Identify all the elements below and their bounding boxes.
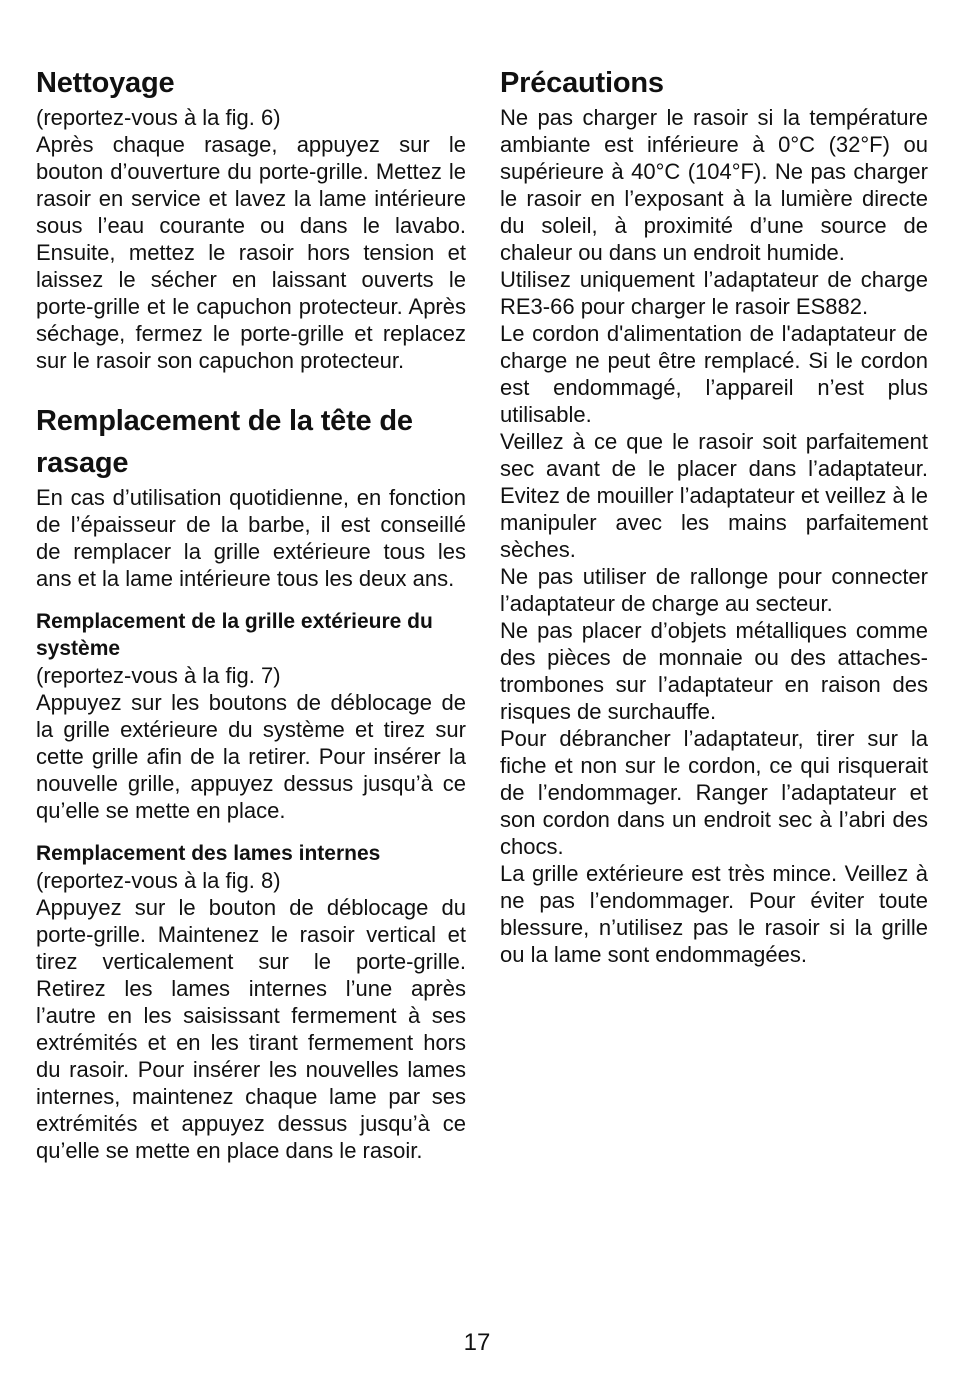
outer-foil-figure-reference: (reportez-vous à la fig. 7) (36, 663, 281, 688)
shaving-head-replacement-section (36, 400, 466, 592)
shaving-head-replacement-heading: Remplacement de la tête de rasage (36, 405, 413, 479)
inner-blades-instructions: Appuyez sur le bouton de déblocage du porte-grille. Maintenez le rasoir vertical et tirez verticalement sur le porte-grille. Retirez les lames internes l’une après l’autre en les saisissant fermement à ses extrémités et en les tirant fermement hors du rasoir. Pour insérer les nouvelles lames internes, maintenez chaque lame par ses extrémités et appuyez dessus jusqu’à ce qu’elle se mette en place dans le rasoir. (36, 895, 466, 1163)
precaution-paragraph: Ne pas charger le rasoir si la température ambiante est inférieure à 0°C (32°F) ou supérieure à 40°C (104°F). Ne pas charger le rasoir en l’exposant à la lumière directe du soleil, à proximité d’une source de chaleur ou dans un endroit humide. (500, 105, 928, 265)
outer-foil-heading: Remplacement de la grille extérieure du système (36, 610, 433, 660)
cleaning-heading: Nettoyage (36, 67, 175, 99)
inner-blades-heading: Remplacement des lames internes (36, 842, 381, 865)
outer-foil-instructions: Appuyez sur les boutons de déblocage de la grille extérieure du système et tirez sur cette grille afin de la retirer. Pour insérer la nouvelle grille, appuyez dessus jusqu’à ce qu’elle se mette en place. (36, 690, 466, 823)
left-column (36, 62, 466, 1164)
cleaning-instructions: Après chaque rasage, appuyez sur le bouton d’ouverture du porte-grille. Mettez le rasoir en service et lavez la lame intérieure sous l’eau courante ou dans le lavabo. Ensuite, mettez le rasoir hors tension et laissez le sécher en laissant ouverts le porte-grille et le capuchon protecteur. Après séchage, fermez le porte-grille et replacez sur le rasoir son capuchon protecteur. (36, 132, 466, 373)
cleaning-figure-reference: (reportez-vous à la fig. 6) (36, 105, 281, 130)
precaution-paragraph: Veillez à ce que le rasoir soit parfaitement sec avant de le placer dans l’adaptateur. Evitez de mouiller l’adaptateur et veillez à le manipuler avec les mains parfaitement sèches. (500, 429, 929, 562)
precaution-paragraph: Ne pas utiliser de rallonge pour connecter l’adaptateur de charge au secteur. (500, 564, 928, 616)
precaution-paragraph: La grille extérieure est très mince. Veillez à ne pas l’endommager. Pour éviter toute blessure, n’utilisez pas le rasoir si la grille ou la lame sont endommagées. (500, 861, 928, 967)
precaution-paragraph: Pour débrancher l’adaptateur, tirer sur la fiche et non sur le cordon, ce qui risquerait de l’endommager. Ranger l’adaptateur et son cordon dans un endroit sec à l’abri des chocs. (500, 726, 928, 859)
precautions-heading: Précautions (500, 67, 664, 99)
precaution-paragraph: Ne pas placer d’objets métalliques comme des pièces de monnaie ou des attaches-trombones sur l’adaptateur en raison des risques de surchauffe. (500, 618, 928, 724)
precaution-paragraph: Utilisez uniquement l’adaptateur de charge RE3-66 pour charger le rasoir ES882. (500, 267, 928, 319)
page-number: 17 (463, 1329, 491, 1356)
outer-foil-section (36, 608, 466, 824)
precaution-paragraph: Le cordon d'alimentation de l'adaptateur de charge ne peut être remplacé. Si le cordon est endommagé, l’appareil n’est plus utilisable. (500, 321, 928, 427)
inner-blades-section (36, 840, 466, 1164)
right-column (500, 62, 928, 968)
precautions-section (500, 62, 928, 968)
inner-blades-figure-reference: (reportez-vous à la fig. 8) (36, 868, 281, 893)
shaving-head-replacement-text: En cas d’utilisation quotidienne, en fonction de l’épaisseur de la barbe, il est conseillé de remplacer la grille extérieure tous les ans et la lame intérieure tous les deux ans. (36, 485, 466, 591)
cleaning-section (36, 62, 466, 374)
